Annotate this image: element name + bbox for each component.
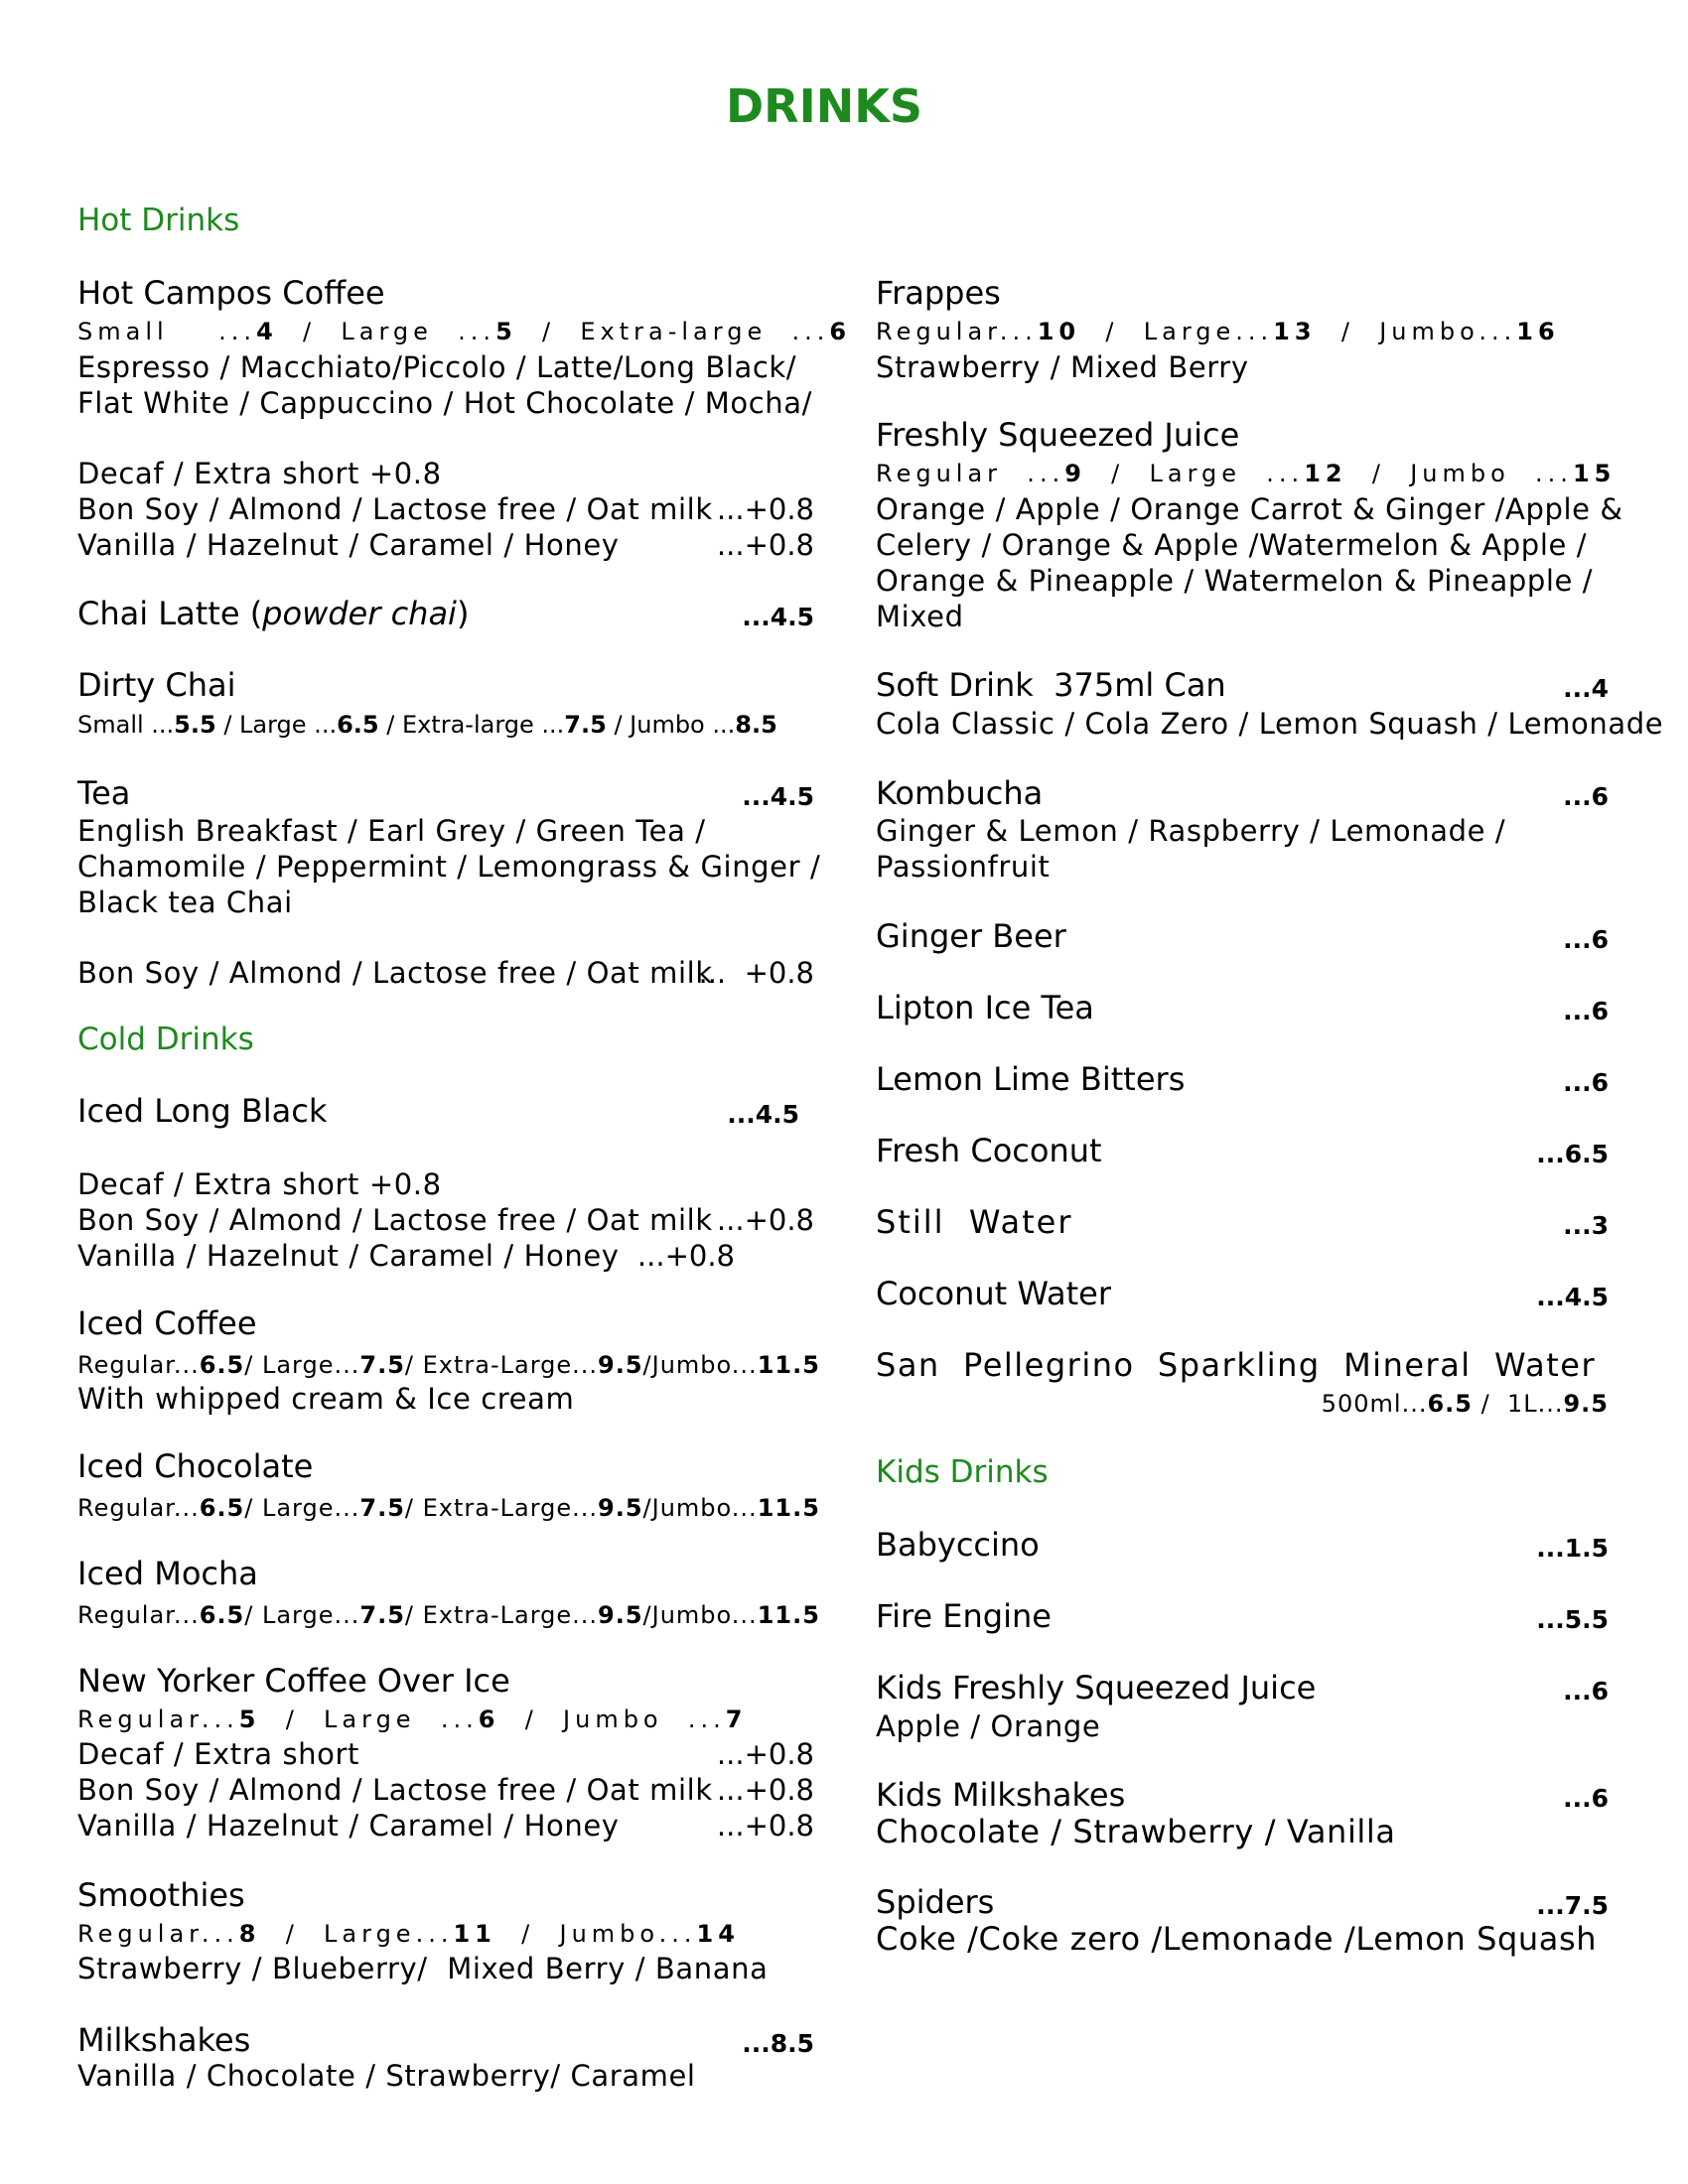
- item-name: Chai Latte (powder chai): [77, 595, 470, 632]
- item-price: ...4: [1563, 674, 1609, 703]
- item-price: ...4.5: [742, 603, 814, 631]
- item-name: Smoothies: [77, 1876, 245, 1914]
- item-name: Fire Engine: [876, 1597, 1052, 1635]
- item-option: Bon Soy / Almond / Lactose free / Oat milk: [77, 1773, 713, 1807]
- item-name: Soft Drink 375ml Can: [876, 666, 1226, 704]
- item-price: ...7.5: [1536, 1891, 1609, 1920]
- option-price: ...+0.8: [716, 528, 814, 562]
- size-prices: 500ml...6.5 / 1L...9.5: [1321, 1390, 1609, 1418]
- item-name: Iced Long Black: [77, 1092, 328, 1130]
- item-name: Kombucha: [876, 774, 1044, 812]
- item-desc: Flat White / Cappuccino / Hot Chocolate / Mocha/: [77, 386, 812, 420]
- item-price: ...6: [1563, 1784, 1609, 1813]
- item-name: San Pellegrino Sparkling Mineral Water: [876, 1346, 1597, 1384]
- item-desc: Chamomile / Peppermint / Lemongrass & Ginger /: [77, 850, 821, 884]
- size-prices: Regular...8 / Large...11 / Jumbo...14: [77, 1920, 740, 1948]
- option-price: ...+0.8: [716, 1809, 814, 1843]
- item-desc: Black tea Chai: [77, 886, 293, 919]
- item-price: ...6.5: [1536, 1140, 1609, 1168]
- item-name: Lipton Ice Tea: [876, 989, 1094, 1026]
- item-option: Bon Soy / Almond / Lactose free / Oat milk: [77, 956, 713, 990]
- section-kids-drinks: Kids Drinks: [876, 1454, 1049, 1490]
- item-price: ...4.5: [742, 782, 814, 811]
- item-price: ...8.5: [742, 2029, 814, 2058]
- item-name: Tea: [77, 774, 131, 812]
- item-desc: Ginger & Lemon / Raspberry / Lemonade /: [876, 814, 1506, 848]
- item-desc: Strawberry / Blueberry/ Mixed Berry / Banana: [77, 1952, 769, 1985]
- item-desc: Orange / Apple / Orange Carrot & Ginger /Apple &: [876, 492, 1623, 526]
- item-name: Hot Campos Coffee: [77, 274, 385, 312]
- item-name: Spiders: [876, 1883, 995, 1921]
- item-desc: Espresso / Macchiato/Piccolo / Latte/Long Black/: [77, 350, 797, 384]
- item-price: ...1.5: [1536, 1534, 1609, 1563]
- item-desc: Orange & Pineapple / Watermelon & Pineapple /: [876, 564, 1594, 598]
- item-price: ...4.5: [727, 1100, 799, 1129]
- item-desc: Apple / Orange: [876, 1709, 1101, 1743]
- option-price: ...+0.8: [716, 1737, 814, 1771]
- size-prices: Regular...5 / Large ...6 / Jumbo ...7: [77, 1706, 748, 1733]
- item-desc: Passionfruit: [876, 850, 1051, 884]
- item-name: Iced Coffee: [77, 1304, 257, 1342]
- option-price: ...+0.8: [716, 1203, 814, 1237]
- item-option: Vanilla / Hazelnut / Caramel / Honey: [77, 1809, 620, 1843]
- item-option: Vanilla / Hazelnut / Caramel / Honey: [77, 1239, 620, 1273]
- item-desc: Cola Classic / Cola Zero / Lemon Squash / Lemonade: [876, 707, 1664, 741]
- item-name: Kids Freshly Squeezed Juice: [876, 1669, 1317, 1706]
- item-desc: Coke /Coke zero /Lemonade /Lemon Squash: [876, 1920, 1598, 1958]
- item-name: Iced Mocha: [77, 1555, 258, 1592]
- item-desc: English Breakfast / Earl Grey / Green Tea /: [77, 814, 706, 848]
- item-name: Babyccino: [876, 1526, 1040, 1564]
- item-price: ...6: [1563, 925, 1609, 954]
- item-price: ...6: [1563, 782, 1609, 811]
- item-option: Decaf / Extra short: [77, 1737, 359, 1771]
- size-prices: Regular...6.5/ Large...7.5/ Extra-Large...9.5/Jumbo...11.5: [77, 1351, 820, 1379]
- item-desc: Chocolate / Strawberry / Vanilla: [876, 1813, 1396, 1850]
- size-prices: Small ...5.5 / Large ...6.5 / Extra-large ...7.5 / Jumbo ...8.5: [77, 711, 777, 739]
- size-prices: Regular...6.5/ Large...7.5/ Extra-Large...9.5/Jumbo...11.5: [77, 1601, 820, 1629]
- size-prices: Regular...10 / Large...13 / Jumbo...16: [876, 318, 1560, 345]
- item-name: Lemon Lime Bitters: [876, 1060, 1186, 1098]
- item-price: ...6: [1563, 1677, 1609, 1706]
- item-option: Vanilla / Hazelnut / Caramel / Honey: [77, 528, 620, 562]
- item-price: ...6: [1563, 997, 1609, 1025]
- item-option: Decaf / Extra short +0.8: [77, 1167, 442, 1201]
- section-cold-drinks: Cold Drinks: [77, 1022, 254, 1057]
- item-desc: Vanilla / Chocolate / Strawberry/ Caramel: [77, 2059, 696, 2093]
- item-desc: Strawberry / Mixed Berry: [876, 350, 1249, 384]
- option-price: ...+0.8: [716, 492, 814, 526]
- item-desc: Celery / Orange & Apple /Watermelon & Apple /: [876, 528, 1588, 562]
- size-prices: Regular ...9 / Large ...12 / Jumbo ...15: [876, 460, 1617, 487]
- item-price: ...3: [1563, 1211, 1609, 1240]
- item-price: ...5.5: [1536, 1605, 1609, 1634]
- item-desc: With whipped cream & Ice cream: [77, 1382, 575, 1416]
- item-name: Kids Milkshakes: [876, 1776, 1126, 1814]
- option-price: ...+0.8: [716, 1773, 814, 1807]
- item-price: ...6: [1563, 1068, 1609, 1097]
- section-hot-drinks: Hot Drinks: [77, 203, 240, 238]
- item-desc: Mixed: [876, 600, 964, 633]
- item-name: Frappes: [876, 274, 1001, 312]
- size-prices: Small ...4 / Large ...5 / Extra-large ...6: [77, 318, 852, 345]
- option-price: ...+0.8: [636, 1239, 735, 1273]
- item-price: ...4.5: [1536, 1283, 1609, 1311]
- item-option: Bon Soy / Almond / Lactose free / Oat milk: [77, 492, 713, 526]
- item-name: New Yorker Coffee Over Ice: [77, 1662, 510, 1700]
- item-name: Milkshakes: [77, 2021, 251, 2059]
- option-price: ... +0.8: [698, 956, 814, 990]
- size-prices: Regular...6.5/ Large...7.5/ Extra-Large...9.5/Jumbo...11.5: [77, 1494, 820, 1522]
- item-name: Dirty Chai: [77, 666, 236, 704]
- item-name: Ginger Beer: [876, 917, 1066, 955]
- item-name: Coconut Water: [876, 1275, 1111, 1312]
- item-name: Still Water: [876, 1203, 1073, 1241]
- item-name: Freshly Squeezed Juice: [876, 416, 1240, 454]
- item-name: Fresh Coconut: [876, 1132, 1102, 1169]
- item-name: Iced Chocolate: [77, 1447, 314, 1485]
- page-title: DRINKS: [726, 79, 922, 133]
- item-option: Decaf / Extra short +0.8: [77, 457, 442, 490]
- item-option: Bon Soy / Almond / Lactose free / Oat milk: [77, 1203, 713, 1237]
